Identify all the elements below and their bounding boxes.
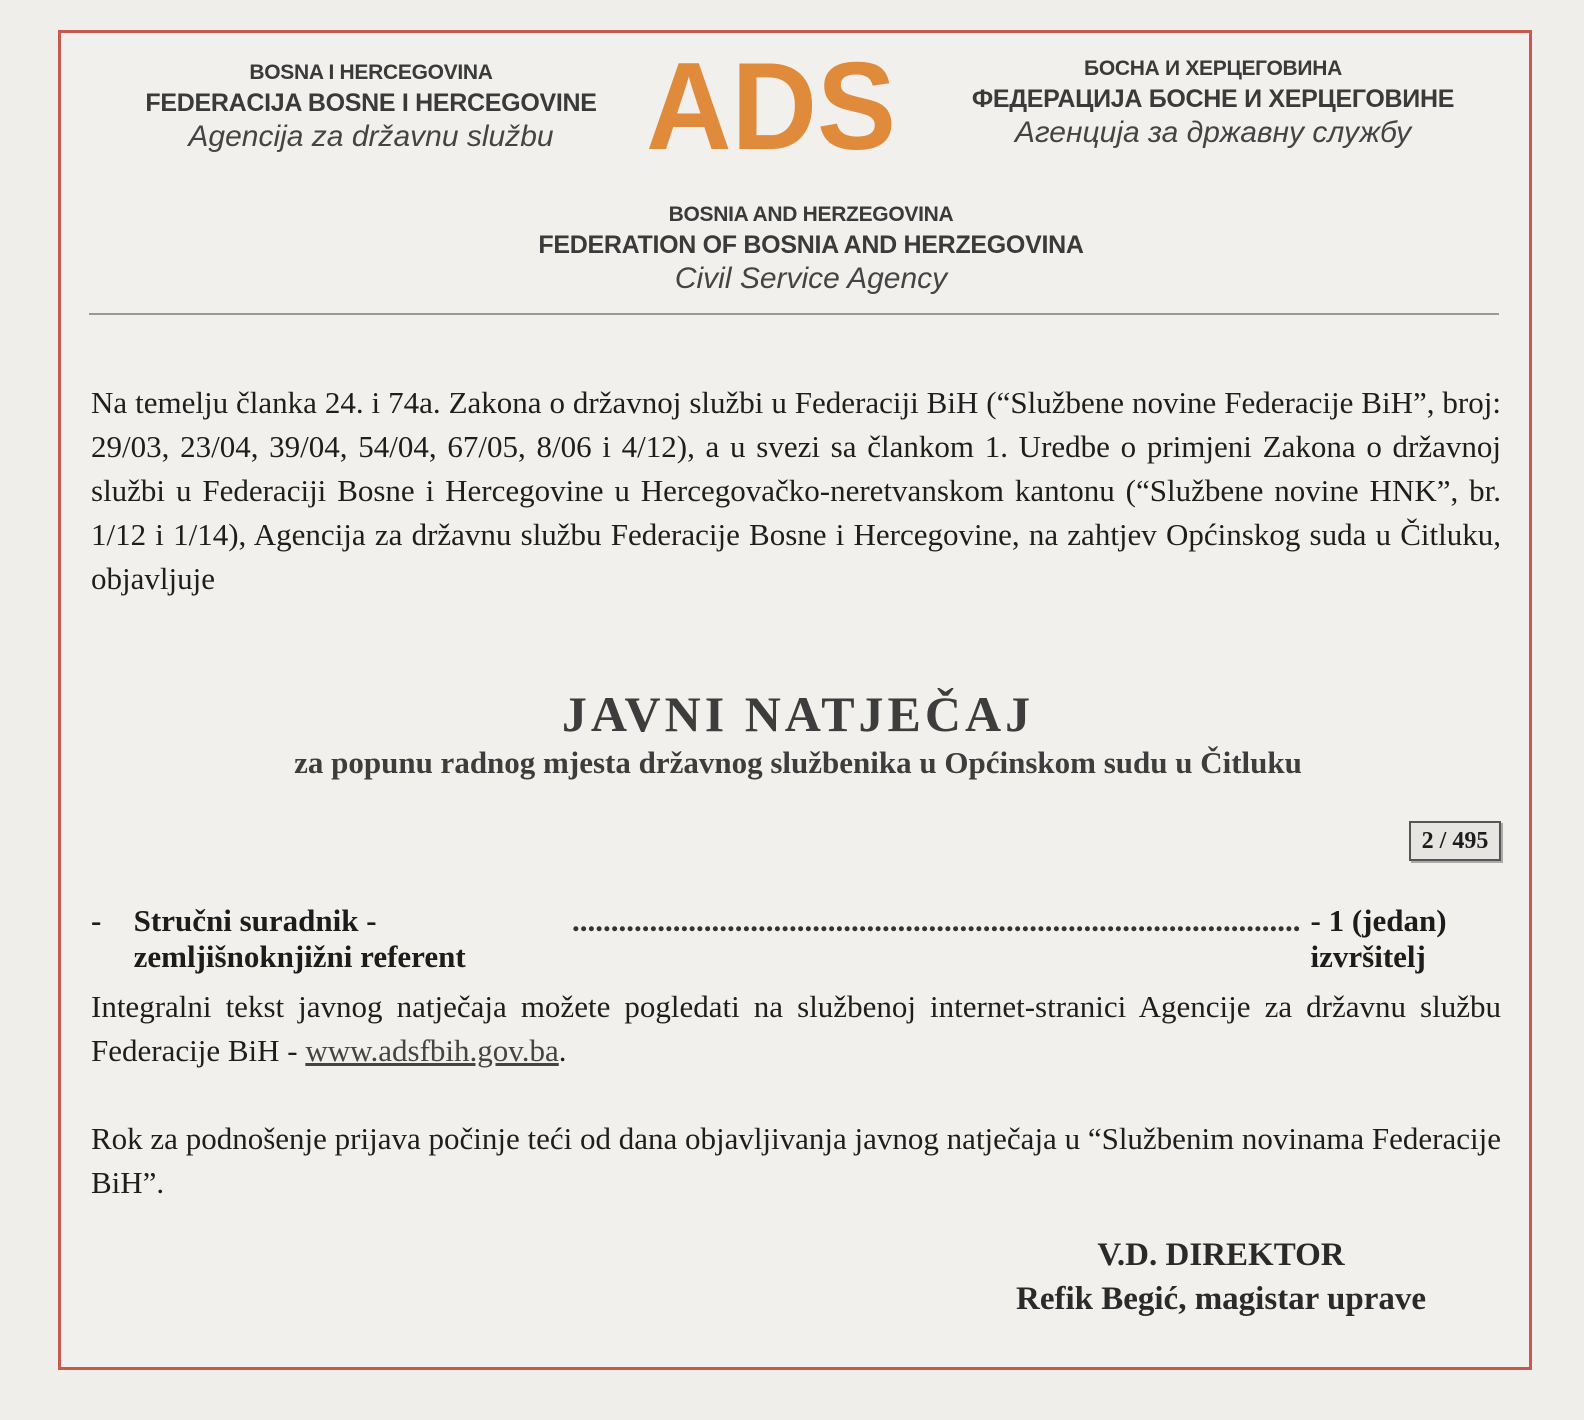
agency-website-link[interactable]: www.adsfbih.gov.ba [305, 1033, 559, 1068]
header-center-country: BOSNIA AND HERZEGOVINA [668, 203, 954, 226]
ads-logo [641, 38, 901, 176]
header-right-agency: Агенција за државну службу [1014, 116, 1412, 149]
header-left-federation: FEDERACIJA BOSNE I HERCEGOVINE [145, 89, 597, 117]
header-left-country: BOSNA I HERCEGOVINA [249, 61, 493, 84]
header-center-federation: FEDERATION OF BOSNIA AND HERZEGOVINA [538, 231, 1084, 259]
header-right-federation: ФЕДЕРАЦИЈА БОСНЕ И ХЕРЦЕГОВИНЕ [971, 85, 1455, 113]
announcement-title: JAVNI NATJEČAJ [561, 686, 1035, 742]
position-name: Stručni suradnik - zemljišnoknjižni referent [133, 903, 466, 974]
header-right [923, 57, 1503, 150]
info-paragraph [91, 985, 1501, 1073]
header-left [91, 61, 651, 154]
ads-logo-text: ADS [646, 38, 896, 176]
header-left-agency: Agencija za državnu službu [188, 120, 554, 153]
header-center [441, 203, 1181, 296]
position-leader-dots: .............................................................................................. [572, 903, 1301, 938]
reference-number-badge: 2 / 495 [1409, 821, 1501, 861]
header-divider [89, 313, 1499, 315]
position-bullet: - [91, 903, 102, 938]
signature-title: V.D. DIREKTOR [1097, 1237, 1345, 1273]
header-right-country: БОСНА И ХЕРЦЕГОВИНА [1084, 57, 1342, 80]
deadline-paragraph: Rok za podnošenje prijava počinje teći od dana objavljivanja javnog natječaja u “Službenim novinama Federacije BiH”. [91, 1121, 1502, 1200]
announcement-frame [58, 30, 1532, 1370]
info-paragraph-suffix: . [558, 1033, 567, 1068]
header-center-agency: Civil Service Agency [674, 262, 948, 295]
info-paragraph-text: Integralni tekst javnog natječaja možete pogledati na službenoj internet-stranici Agencije za državnu službu Federacije BiH - [91, 989, 1501, 1068]
intro-paragraph: Na temelju članka 24. i 74a. Zakona o državnoj službi u Federaciji BiH (“Službene novine Federacije BiH”, broj: 29/03, 23/04, 39/04, 54/04, 67/05, 8/06 i 4/12), a u svezi sa člankom 1. Uredbe o primjeni Zakona o državnoj službi u Federaciji Bosne i Hercegovine u Hercegovačko-neretvanskom kantonu (“Službene novine HNK”, br. 1/12 i 1/14), Agencija za državnu službu Federacije Bosne i Hercegovine, na zahtjev Općinskog suda u Čitluku, objavljuje [91, 385, 1501, 596]
signature-name: Refik Begić, magistar uprave [1015, 1281, 1426, 1317]
position-entry [91, 903, 1501, 974]
position-count: - 1 (jedan) izvršitelj [1310, 903, 1447, 974]
announcement-subtitle: za popunu radnog mjesta državnog službenika u Općinskom sudu u Čitluku [294, 745, 1302, 780]
